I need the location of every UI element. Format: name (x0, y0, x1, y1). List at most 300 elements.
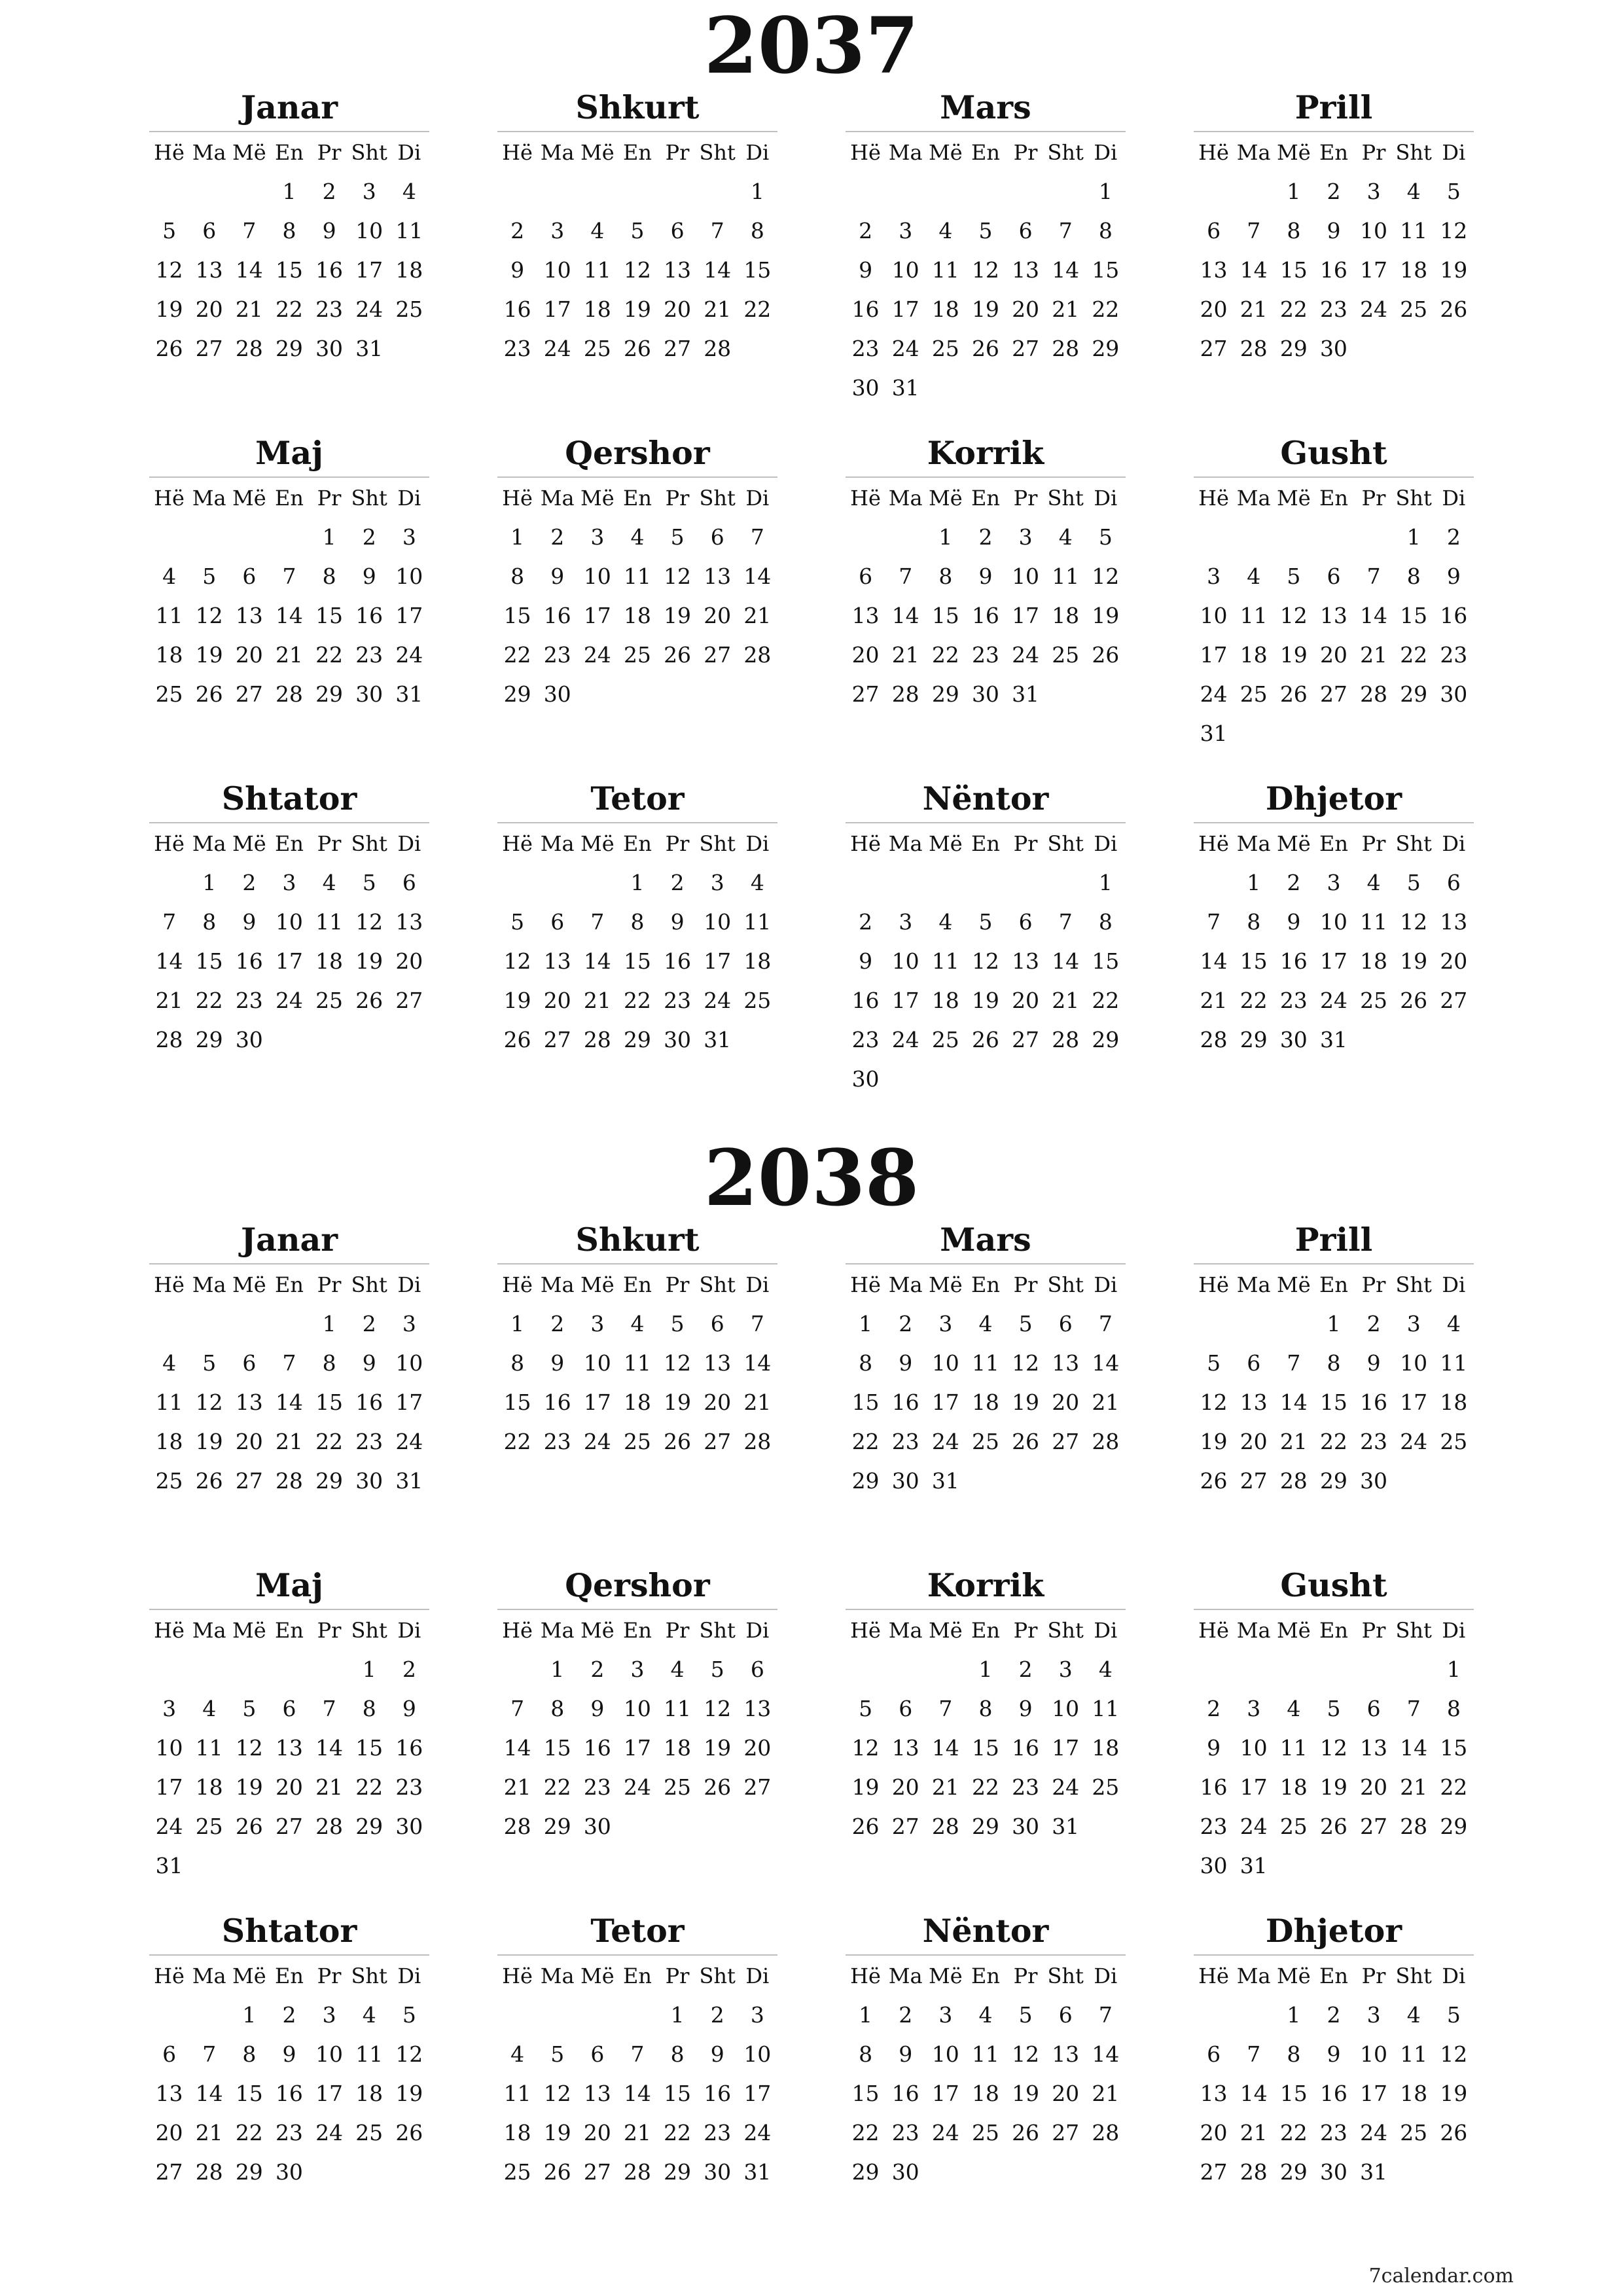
day-cell: 13 (704, 564, 732, 589)
day-cell: 4 (162, 1350, 177, 1376)
day-cell: 13 (395, 909, 423, 935)
day-cell: 7 (1058, 909, 1073, 935)
day-cell: 19 (1012, 2081, 1040, 2106)
day-cell: 8 (1287, 2041, 1301, 2067)
day-cell: 22 (195, 988, 223, 1013)
weekday-header: Pr (317, 140, 342, 165)
day-cell: 1 (1098, 870, 1113, 895)
weekday-header: Ma (1236, 1964, 1271, 1988)
day-cell: 5 (630, 218, 645, 243)
day-cell: 19 (851, 1774, 880, 1800)
empty-cell (885, 517, 925, 556)
day-cell: 14 (931, 1735, 959, 1761)
empty-cell (698, 171, 738, 211)
day-cell: 12 (1012, 1350, 1040, 1376)
month-block (149, 1216, 429, 1500)
empty-cell (1046, 863, 1086, 902)
day-cell: 23 (355, 642, 383, 668)
empty-cell (885, 171, 925, 211)
day-cell: 3 (162, 1696, 177, 1721)
empty-cell (885, 863, 925, 902)
day-cell: 18 (1279, 1774, 1308, 1800)
day-cell: 8 (978, 1696, 993, 1721)
day-cell: 5 (1287, 564, 1301, 589)
day-cell: 25 (1279, 1814, 1308, 1839)
month-name: Prill (1194, 1216, 1474, 1265)
day-cell: 11 (395, 218, 423, 243)
weekday-header: Di (397, 140, 421, 165)
empty-cell (1234, 517, 1274, 556)
day-cell: 29 (971, 1814, 999, 1839)
day-cell: 2 (1446, 524, 1461, 550)
day-cell: 17 (891, 988, 919, 1013)
day-cell: 19 (1092, 603, 1120, 628)
day-cell: 15 (355, 1735, 383, 1761)
day-cell: 23 (1319, 2120, 1347, 2145)
weekday-header: Ma (540, 831, 575, 856)
day-cell: 6 (1018, 218, 1033, 243)
day-cell: 30 (543, 681, 571, 707)
day-cell: 22 (315, 1429, 344, 1454)
empty-cell (269, 517, 309, 556)
day-cell: 4 (978, 1311, 993, 1336)
day-cell: 10 (1319, 909, 1347, 935)
day-cell: 29 (195, 1027, 223, 1052)
day-cell: 14 (1200, 948, 1228, 974)
day-cell: 22 (543, 1774, 571, 1800)
day-cell: 11 (1360, 909, 1388, 935)
weekday-header: Hë (502, 1272, 533, 1297)
weekday-header: Di (745, 831, 770, 856)
day-cell: 3 (1406, 1311, 1421, 1336)
day-cell: 8 (1406, 564, 1421, 589)
day-cell: 29 (1279, 2159, 1308, 2185)
weekday-header: En (1319, 1272, 1348, 1297)
weekday-header: Hë (502, 1618, 533, 1643)
day-cell: 18 (1240, 642, 1268, 668)
day-cell: 26 (1440, 296, 1468, 322)
day-cell: 20 (743, 1735, 772, 1761)
day-cell: 8 (202, 909, 217, 935)
day-cell: 1 (322, 1311, 336, 1336)
weekday-header: Sht (1395, 140, 1432, 165)
day-cell: 7 (590, 909, 605, 935)
day-cell: 15 (543, 1735, 571, 1761)
day-cell: 4 (510, 2041, 525, 2067)
day-cell: 7 (242, 218, 257, 243)
day-cell: 14 (1279, 1390, 1308, 1415)
day-cell: 11 (664, 1696, 692, 1721)
weekday-header: Sht (699, 486, 736, 511)
day-cell: 5 (1098, 524, 1113, 550)
month-block (497, 1907, 777, 2191)
day-cell: 20 (704, 1390, 732, 1415)
day-cell: 19 (623, 296, 651, 322)
day-cell: 12 (195, 1390, 223, 1415)
day-cell: 3 (938, 2002, 953, 2028)
day-cell: 6 (202, 218, 217, 243)
day-cell: 13 (543, 948, 571, 974)
day-cell: 2 (322, 179, 336, 204)
day-cell: 11 (1092, 1696, 1120, 1721)
day-cell: 17 (1360, 257, 1388, 283)
day-cell: 10 (623, 1696, 651, 1721)
day-cell: 12 (1440, 2041, 1468, 2067)
day-cell: 19 (355, 948, 383, 974)
day-cell: 13 (235, 1390, 263, 1415)
day-cell: 9 (510, 257, 525, 283)
day-cell: 11 (155, 1390, 183, 1415)
day-cell: 14 (1052, 948, 1080, 974)
day-cell: 27 (1200, 336, 1228, 361)
day-cell: 13 (1240, 1390, 1268, 1415)
month-block (1194, 429, 1474, 753)
month-grid (497, 823, 777, 1059)
day-cell: 12 (395, 2041, 423, 2067)
weekday-header: Di (1442, 1618, 1466, 1643)
day-cell: 7 (1098, 1311, 1113, 1336)
day-cell: 15 (235, 2081, 263, 2106)
weekday-header: Di (397, 1964, 421, 1988)
day-cell: 28 (1052, 1027, 1080, 1052)
month-grid (846, 823, 1126, 1098)
day-cell: 31 (395, 681, 423, 707)
day-cell: 6 (282, 1696, 296, 1721)
day-cell: 31 (1360, 2159, 1388, 2185)
day-cell: 17 (1200, 642, 1228, 668)
day-cell: 8 (670, 2041, 685, 2067)
weekday-header: Më (232, 1964, 266, 1988)
weekday-header: Pr (317, 1618, 342, 1643)
empty-cell (149, 1649, 189, 1689)
empty-cell (1274, 1304, 1313, 1343)
day-cell: 24 (891, 336, 919, 361)
day-cell: 22 (1279, 2120, 1308, 2145)
day-cell: 13 (891, 1735, 919, 1761)
day-cell: 9 (978, 564, 993, 589)
weekday-header: Më (1276, 140, 1311, 165)
weekday-header: Di (1442, 140, 1466, 165)
day-cell: 2 (859, 218, 873, 243)
day-cell: 31 (1200, 721, 1228, 746)
day-cell: 18 (971, 1390, 999, 1415)
day-cell: 20 (583, 2120, 611, 2145)
empty-cell (577, 171, 617, 211)
day-cell: 21 (195, 2120, 223, 2145)
day-cell: 16 (1360, 1390, 1388, 1415)
day-cell: 3 (1207, 564, 1221, 589)
day-cell: 21 (1400, 1774, 1428, 1800)
day-cell: 2 (282, 2002, 296, 2028)
day-cell: 1 (510, 1311, 525, 1336)
empty-cell (149, 517, 189, 556)
day-cell: 7 (1058, 218, 1073, 243)
day-cell: 3 (402, 524, 416, 550)
day-cell: 22 (235, 2120, 263, 2145)
day-cell: 14 (503, 1735, 531, 1761)
day-cell: 7 (1366, 564, 1381, 589)
month-grid (497, 1956, 777, 2191)
day-cell: 6 (1207, 2041, 1221, 2067)
day-cell: 25 (395, 296, 423, 322)
day-cell: 8 (1098, 218, 1113, 243)
day-cell: 26 (1279, 681, 1308, 707)
day-cell: 20 (1052, 1390, 1080, 1415)
weekday-header: Hë (850, 1272, 881, 1297)
weekday-header: Ma (540, 140, 575, 165)
day-cell: 7 (630, 2041, 645, 2067)
month-name: Shtator (149, 1907, 429, 1956)
day-cell: 28 (743, 1429, 772, 1454)
day-cell: 11 (971, 2041, 999, 2067)
day-cell: 18 (931, 296, 959, 322)
day-cell: 8 (550, 1696, 565, 1721)
day-cell: 25 (971, 1429, 999, 1454)
day-cell: 22 (971, 1774, 999, 1800)
day-cell: 19 (195, 642, 223, 668)
weekday-header: Pr (1361, 140, 1386, 165)
day-cell: 30 (1200, 1853, 1228, 1878)
weekday-header: Më (580, 1964, 615, 1988)
day-cell: 5 (202, 564, 217, 589)
weekday-header: Ma (192, 1272, 226, 1297)
month-grid (846, 132, 1126, 407)
day-cell: 18 (931, 988, 959, 1013)
month-block (846, 1907, 1126, 2191)
weekday-header: Më (1276, 831, 1311, 856)
day-cell: 17 (275, 948, 303, 974)
day-cell: 7 (1406, 1696, 1421, 1721)
day-cell: 31 (155, 1853, 183, 1878)
weekday-header: Ma (888, 831, 923, 856)
day-cell: 28 (235, 336, 263, 361)
day-cell: 26 (1012, 1429, 1040, 1454)
weekday-header: En (622, 831, 652, 856)
day-cell: 2 (550, 1311, 565, 1336)
day-cell: 6 (1207, 218, 1221, 243)
day-cell: 3 (938, 1311, 953, 1336)
day-cell: 29 (355, 1814, 383, 1839)
day-cell: 15 (1279, 257, 1308, 283)
day-cell: 27 (1052, 2120, 1080, 2145)
weekday-header: Më (580, 1272, 615, 1297)
empty-cell (149, 171, 189, 211)
day-cell: 14 (743, 564, 772, 589)
weekday-header: Pr (665, 831, 690, 856)
day-cell: 6 (402, 870, 416, 895)
day-cell: 25 (503, 2159, 531, 2185)
day-cell: 3 (899, 909, 913, 935)
day-cell: 10 (931, 1350, 959, 1376)
day-cell: 28 (931, 1814, 959, 1839)
day-cell: 25 (931, 336, 959, 361)
weekday-header: Pr (317, 1272, 342, 1297)
day-cell: 8 (1446, 1696, 1461, 1721)
day-cell: 12 (971, 257, 999, 283)
empty-cell (1194, 1995, 1234, 2034)
day-cell: 25 (743, 988, 772, 1013)
day-cell: 8 (282, 218, 296, 243)
day-cell: 17 (583, 1390, 611, 1415)
weekday-header: Pr (1013, 831, 1038, 856)
month-name: Qershor (497, 429, 777, 478)
day-cell: 5 (1327, 1696, 1341, 1721)
day-cell: 6 (1018, 909, 1033, 935)
day-cell: 4 (978, 2002, 993, 2028)
day-cell: 31 (743, 2159, 772, 2185)
day-cell: 2 (590, 1657, 605, 1682)
day-cell: 29 (1319, 1468, 1347, 1494)
day-cell: 19 (971, 988, 999, 1013)
day-cell: 25 (583, 336, 611, 361)
month-block (149, 429, 429, 713)
day-cell: 21 (1360, 642, 1388, 668)
day-cell: 9 (282, 2041, 296, 2067)
weekday-header: En (622, 1964, 652, 1988)
day-cell: 2 (899, 1311, 913, 1336)
day-cell: 8 (362, 1696, 376, 1721)
day-cell: 15 (315, 603, 344, 628)
day-cell: 27 (1200, 2159, 1228, 2185)
day-cell: 23 (1200, 1814, 1228, 1839)
weekday-header: Pr (665, 140, 690, 165)
day-cell: 27 (1012, 1027, 1040, 1052)
day-cell: 20 (1052, 2081, 1080, 2106)
day-cell: 31 (1319, 1027, 1347, 1052)
weekday-header: Di (1094, 1272, 1118, 1297)
weekday-header: Pr (1013, 1618, 1038, 1643)
day-cell: 8 (1098, 909, 1113, 935)
day-cell: 2 (1366, 1311, 1381, 1336)
day-cell: 27 (395, 988, 423, 1013)
empty-cell (229, 1304, 269, 1343)
day-cell: 4 (1287, 1696, 1301, 1721)
day-cell: 3 (750, 2002, 764, 2028)
day-cell: 9 (322, 218, 336, 243)
day-cell: 27 (851, 681, 880, 707)
day-cell: 11 (315, 909, 344, 935)
weekday-header: Sht (1047, 831, 1084, 856)
month-name: Maj (149, 1562, 429, 1610)
day-cell: 25 (1400, 296, 1428, 322)
day-cell: 22 (1240, 988, 1268, 1013)
day-cell: 9 (1446, 564, 1461, 589)
weekday-header: Ma (540, 1272, 575, 1297)
day-cell: 24 (1360, 2120, 1388, 2145)
day-cell: 8 (1247, 909, 1261, 935)
day-cell: 9 (859, 948, 873, 974)
day-cell: 5 (242, 1696, 257, 1721)
weekday-header: En (971, 1272, 1000, 1297)
day-cell: 13 (583, 2081, 611, 2106)
day-cell: 27 (583, 2159, 611, 2185)
empty-cell (1046, 171, 1086, 211)
weekday-header: En (1319, 1964, 1348, 1988)
day-cell: 25 (1092, 1774, 1120, 1800)
day-cell: 14 (704, 257, 732, 283)
month-block (497, 1562, 777, 1846)
empty-cell (1194, 517, 1234, 556)
day-cell: 4 (630, 1311, 645, 1336)
day-cell: 9 (362, 1350, 376, 1376)
day-cell: 2 (1327, 179, 1341, 204)
day-cell: 22 (315, 642, 344, 668)
day-cell: 10 (743, 2041, 772, 2067)
day-cell: 10 (1400, 1350, 1428, 1376)
day-cell: 19 (543, 2120, 571, 2145)
empty-cell (965, 863, 1005, 902)
day-cell: 27 (155, 2159, 183, 2185)
day-cell: 5 (1018, 2002, 1033, 2028)
day-cell: 4 (402, 179, 416, 204)
day-cell: 30 (1319, 336, 1347, 361)
day-cell: 9 (1366, 1350, 1381, 1376)
month-grid (149, 1610, 429, 1885)
day-cell: 16 (315, 257, 344, 283)
day-cell: 25 (664, 1774, 692, 1800)
empty-cell (1194, 863, 1234, 902)
empty-cell (537, 863, 577, 902)
day-cell: 15 (1279, 2081, 1308, 2106)
month-name: Korrik (846, 429, 1126, 478)
day-cell: 8 (630, 909, 645, 935)
day-cell: 7 (938, 1696, 953, 1721)
day-cell: 20 (155, 2120, 183, 2145)
day-cell: 30 (235, 1027, 263, 1052)
month-grid (497, 132, 777, 368)
weekday-header: Ma (888, 140, 923, 165)
empty-cell (1354, 517, 1394, 556)
weekday-header: Pr (317, 831, 342, 856)
empty-cell (229, 517, 269, 556)
month-name: Dhjetor (1194, 1907, 1474, 1956)
day-cell: 19 (1319, 1774, 1347, 1800)
day-cell: 31 (704, 1027, 732, 1052)
day-cell: 29 (623, 1027, 651, 1052)
day-cell: 3 (1366, 179, 1381, 204)
month-block (1194, 775, 1474, 1059)
day-cell: 23 (1360, 1429, 1388, 1454)
day-cell: 6 (670, 218, 685, 243)
day-cell: 25 (931, 1027, 959, 1052)
day-cell: 23 (891, 1429, 919, 1454)
weekday-header: Sht (1395, 1618, 1432, 1643)
day-cell: 11 (1240, 603, 1268, 628)
day-cell: 7 (322, 1696, 336, 1721)
day-cell: 14 (195, 2081, 223, 2106)
weekday-header: En (622, 486, 652, 511)
weekday-header: Di (1094, 831, 1118, 856)
day-cell: 28 (623, 2159, 651, 2185)
day-cell: 30 (1319, 2159, 1347, 2185)
weekday-header: Ma (192, 1618, 226, 1643)
empty-cell (1274, 1649, 1313, 1689)
day-cell: 22 (1319, 1429, 1347, 1454)
day-cell: 12 (664, 564, 692, 589)
day-cell: 3 (710, 870, 724, 895)
weekday-header: Di (1442, 486, 1466, 511)
day-cell: 26 (235, 1814, 263, 1839)
weekday-header: Ma (192, 140, 226, 165)
day-cell: 21 (1092, 2081, 1120, 2106)
day-cell: 3 (1058, 1657, 1073, 1682)
day-cell: 24 (155, 1814, 183, 1839)
day-cell: 14 (1240, 2081, 1268, 2106)
day-cell: 12 (1200, 1390, 1228, 1415)
day-cell: 23 (664, 988, 692, 1013)
day-cell: 11 (931, 948, 959, 974)
day-cell: 12 (1012, 2041, 1040, 2067)
